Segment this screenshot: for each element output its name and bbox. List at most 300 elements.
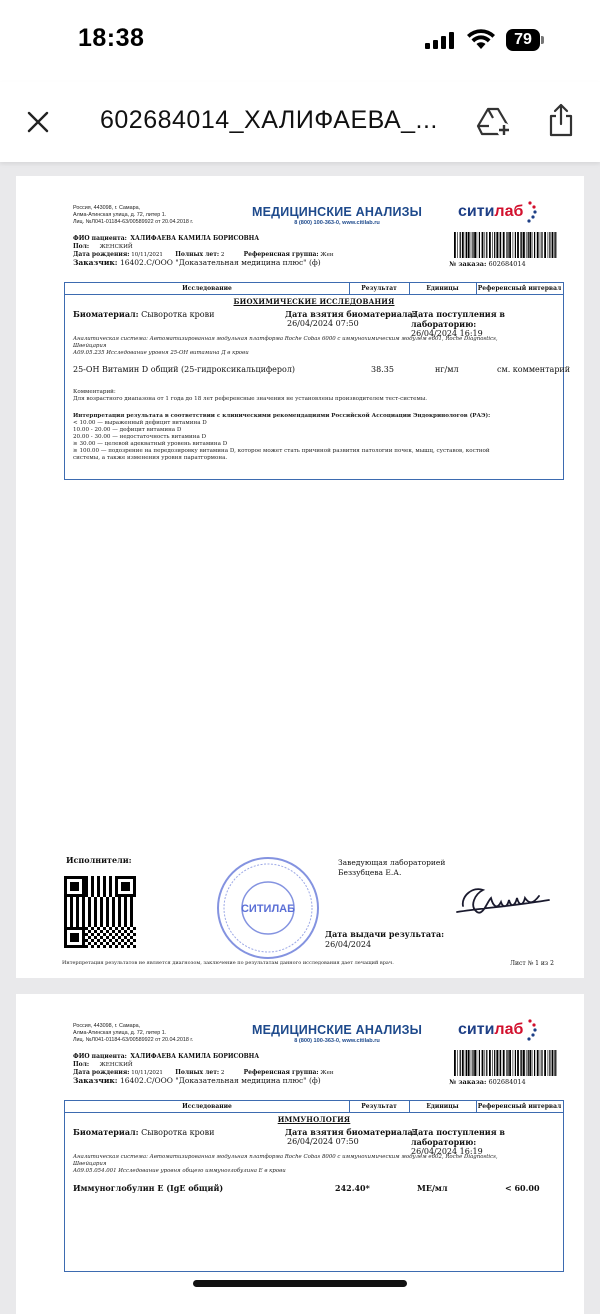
qr-module: [88, 924, 91, 927]
barcode: [454, 1050, 557, 1076]
qr-module: [100, 909, 103, 912]
qr-module: [70, 906, 73, 909]
barcode-bar: [492, 232, 493, 258]
qr-module: [76, 906, 79, 909]
qr-module: [94, 909, 97, 912]
barcode-bar: [534, 232, 535, 258]
qr-module: [76, 933, 79, 936]
barcode-bar: [494, 232, 495, 258]
qr-module: [100, 924, 103, 927]
qr-module: [91, 939, 94, 942]
qr-module: [85, 885, 88, 888]
qr-module: [112, 903, 115, 906]
qr-module: [118, 918, 121, 921]
barcode-bar: [486, 1050, 487, 1076]
qr-module: [118, 912, 121, 915]
qr-module: [70, 912, 73, 915]
qr-module: [76, 903, 79, 906]
qr-module: [70, 894, 73, 897]
customer-line: Заказчик: 16402.С/ООО "Доказательная медицина плюс" (ф): [73, 1076, 321, 1085]
qr-module: [112, 897, 115, 900]
qr-module: [64, 915, 67, 918]
qr-module: [64, 912, 67, 915]
barcode-bar: [521, 232, 522, 258]
barcode-bar: [513, 232, 514, 258]
qr-module: [85, 882, 88, 885]
qr-module: [85, 876, 88, 879]
qr-module: [124, 897, 127, 900]
add-to-drive-icon[interactable]: [476, 106, 512, 138]
barcode-bar: [503, 1050, 505, 1076]
qr-module: [124, 942, 127, 945]
barcode-bar: [477, 1050, 478, 1076]
qr-module: [70, 885, 73, 888]
comment: Комментарий: Для возрастного диапазона от 1 года до 18 лет референсные значения не установлены производителем тест-системы.: [73, 389, 428, 402]
qr-module: [73, 888, 76, 891]
qr-module: [130, 921, 133, 924]
qr-module: [103, 891, 106, 894]
qr-module: [130, 894, 133, 897]
qr-module: [130, 912, 133, 915]
table-header: Исследование Результат Единицы Референсный интервал: [65, 283, 563, 295]
barcode-bar: [541, 1050, 542, 1076]
qr-module: [73, 945, 76, 948]
qr-module: [79, 894, 82, 897]
qr-module: [70, 915, 73, 918]
qr-module: [94, 915, 97, 918]
date-taken: Дата взятия биоматериала: 26/04/2024 07:50: [285, 309, 416, 328]
barcode-bar: [462, 1050, 464, 1076]
qr-module: [115, 945, 118, 948]
close-icon[interactable]: [24, 108, 52, 136]
qr-module: [88, 912, 91, 915]
barcode-bar: [540, 232, 541, 258]
qr-module: [91, 891, 94, 894]
qr-module: [115, 888, 118, 891]
order-number: № заказа: 602684014: [449, 1078, 526, 1086]
qr-module: [100, 906, 103, 909]
qr-module: [124, 876, 127, 879]
qr-module: [85, 933, 88, 936]
qr-module: [121, 888, 124, 891]
brand-block: [252, 1023, 422, 1044]
qr-module: [115, 885, 118, 888]
qr-module: [70, 903, 73, 906]
results-table: Исследование Результат Единицы Референсный интервал БИОХИМИЧЕСКИЕ ИССЛЕДОВАНИЯ Биоматериал: Сыворотка крови Дата взятия биоматериала: 26/04/2024 07:50 Дата поступления в лабораторию: 26/04/2024 16:19 Аналитическая система: Автоматизированная модульная платформа Roche Cobas 6000 с иммунохимическим модулем e601, Roche Diagnostics, Швейцария А09.05.235 Исследование уровня 25-ОН витамина Д в крови 25-ОН Витамин D общий (25-гидроксикальциферол) 38.35 нг/мл см. комментарий Комментарий: Для возрастного диапазона от 1 года до 18 лет референсные значения не установлены производителем тест-системы. Интерпретация результата в соответствии с клиническими рекомендациями Российской Ассоциации Эндокринологов (РАЭ): < 10.00 — выраженный дефицит витамина D 10.00 - 20.00 — дефицит витамина D 20.00 - 30.00 — недостаточность витамина D ≥ 30.00 — целевой адекватный уровень витамина D ≥ 100.00 — подозрение на передозировку витамина D, которое может стать причиной развития патологии почек, мышц, суставов, костной системы, а также изменения уровня паратгормона.: [64, 282, 564, 480]
logo-dots-icon: [524, 200, 538, 224]
qr-module: [124, 918, 127, 921]
document-title: 602684014_ХАЛИФАЕВА_...: [100, 106, 438, 134]
qr-module: [91, 885, 94, 888]
document-page-2[interactable]: [16, 994, 584, 1314]
qr-module: [124, 885, 127, 888]
stamp-logo: СИТИЛАБ: [240, 903, 296, 915]
qr-module: [133, 894, 136, 897]
barcode-bar: [468, 232, 470, 258]
qr-module: [82, 891, 85, 894]
barcode-bar: [507, 232, 508, 258]
barcode-bar: [515, 1050, 516, 1076]
home-indicator[interactable]: [193, 1280, 407, 1287]
qr-module: [133, 876, 136, 879]
qr-module: [82, 912, 85, 915]
qr-module: [106, 936, 109, 939]
qr-code: [64, 876, 136, 948]
barcode-bar: [466, 232, 467, 258]
qr-module: [64, 933, 67, 936]
qr-module: [85, 888, 88, 891]
barcode-bar: [526, 1050, 527, 1076]
qr-module: [121, 927, 124, 930]
qr-module: [130, 903, 133, 906]
qr-module: [112, 900, 115, 903]
results-table: Исследование Результат Единицы Референсный интервал ИММУНОЛОГИЯ Биоматериал: Сыворотка крови Дата взятия биоматериала: 26/04/2024 07:50 Дата поступления в лабораторию: 26/04/2024 16:19 Аналитическая система: Автоматизированная модульная платформа Roche Cobas 8000 с иммунохимическим модулем e602, Roche Diagnostics, Швейцария А09.05.054.001 Исследование уровня общего иммуноглобулина Е в крови Иммуноглобулин Е (IgE общий) 242.40* МЕ/мл < 60.00: [64, 1100, 564, 1272]
barcode-bar: [468, 1050, 470, 1076]
qr-module: [76, 909, 79, 912]
qr-module: [121, 939, 124, 942]
qr-module: [73, 876, 76, 879]
footer-note: Интерпретация результатов не является диагнозом, заключение по результатам данного исследования дает лечащий врач.: [62, 960, 394, 966]
customer-line: Заказчик: 16402.С/ООО "Доказательная медицина плюс" (ф): [73, 258, 321, 267]
barcode-bar: [506, 232, 507, 258]
qr-module: [124, 915, 127, 918]
qr-module: [79, 927, 82, 930]
qr-module: [97, 876, 100, 879]
qr-module: [82, 921, 85, 924]
qr-module: [118, 909, 121, 912]
qr-module: [73, 894, 76, 897]
qr-module: [115, 927, 118, 930]
qr-module: [94, 906, 97, 909]
qr-module: [88, 936, 91, 939]
qr-module: [76, 939, 79, 942]
qr-module: [85, 879, 88, 882]
qr-module: [76, 945, 79, 948]
qr-module: [100, 918, 103, 921]
qr-module: [130, 936, 133, 939]
barcode-bar: [485, 1050, 486, 1076]
barcode-bar: [471, 1050, 472, 1076]
qr-module: [70, 888, 73, 891]
qr-module: [115, 939, 118, 942]
qr-module: [112, 906, 115, 909]
qr-module: [82, 939, 85, 942]
qr-module: [88, 903, 91, 906]
qr-module: [91, 894, 94, 897]
qr-module: [106, 915, 109, 918]
qr-module: [109, 882, 112, 885]
qr-module: [82, 930, 85, 933]
barcode-bar: [465, 232, 466, 258]
qr-module: [73, 939, 76, 942]
barcode-bar: [479, 232, 480, 258]
qr-module: [82, 927, 85, 930]
citilab-logo: ситилаб: [458, 203, 524, 220]
qr-module: [121, 945, 124, 948]
qr-module: [67, 876, 70, 879]
qr-module: [112, 909, 115, 912]
qr-module: [106, 942, 109, 945]
battery-tip: [541, 36, 544, 44]
qr-module: [118, 894, 121, 897]
qr-module: [64, 927, 67, 930]
qr-module: [97, 888, 100, 891]
qr-module: [70, 927, 73, 930]
qr-module: [133, 939, 136, 942]
qr-module: [112, 918, 115, 921]
barcode-bar: [528, 232, 529, 258]
brand-phone: 8 (800) 100-363-0, www.citilab.ru: [294, 1038, 380, 1044]
barcode-bar: [499, 232, 500, 258]
biomaterial: Биоматериал: Сыворотка крови: [73, 309, 215, 319]
barcode-bar: [465, 1050, 466, 1076]
qr-module: [88, 897, 91, 900]
qr-module: [85, 939, 88, 942]
barcode-bar: [489, 1050, 491, 1076]
qr-module: [64, 921, 67, 924]
barcode-bar: [472, 1050, 473, 1076]
qr-module: [70, 876, 73, 879]
barcode-bar: [540, 1050, 541, 1076]
qr-module: [124, 930, 127, 933]
qr-module: [82, 945, 85, 948]
qr-module: [106, 924, 109, 927]
barcode-bar: [523, 1050, 525, 1076]
qr-module: [103, 882, 106, 885]
qr-module: [124, 921, 127, 924]
qr-module: [88, 906, 91, 909]
qr-module: [103, 933, 106, 936]
barcode-bar: [482, 232, 484, 258]
qr-module: [106, 921, 109, 924]
qr-module: [121, 882, 124, 885]
barcode-bar: [485, 232, 486, 258]
barcode-bar: [489, 232, 491, 258]
qr-module: [103, 927, 106, 930]
lab-stamp: [216, 856, 320, 960]
qr-module: [70, 909, 73, 912]
qr-module: [133, 891, 136, 894]
qr-module: [67, 927, 70, 930]
barcode-bar: [549, 232, 550, 258]
qr-module: [82, 942, 85, 945]
qr-module: [133, 933, 136, 936]
qr-module: [130, 900, 133, 903]
qr-module: [115, 891, 118, 894]
sheet-number: Лист № 1 из 2: [510, 960, 554, 967]
qr-module: [82, 906, 85, 909]
barcode-bar: [492, 1050, 493, 1076]
qr-module: [94, 918, 97, 921]
qr-module: [106, 912, 109, 915]
qr-module: [64, 936, 67, 939]
qr-module: [109, 933, 112, 936]
qr-module: [73, 882, 76, 885]
qr-module: [127, 885, 130, 888]
barcode: [454, 232, 557, 258]
qr-module: [70, 924, 73, 927]
qr-module: [82, 918, 85, 921]
date-received: Дата поступления в лабораторию: 26/04/2024 16:19: [411, 1127, 505, 1156]
barcode-bar: [544, 1050, 546, 1076]
cellular-signal-icon: [425, 31, 455, 49]
qr-module: [109, 891, 112, 894]
qr-module: [130, 909, 133, 912]
qr-module: [79, 945, 82, 948]
analytical-system: Аналитическая система: Автоматизированная модульная платформа Roche Cobas 6000 с иммунохимическим модулем e601, Roche Diagnostics, Швейцария А09.05.235 Исследование уровня 25-ОН витамина Д в крови: [73, 336, 498, 356]
barcode-bar: [537, 232, 539, 258]
qr-module: [124, 888, 127, 891]
qr-module: [88, 930, 91, 933]
lab-address: Россия, 443098, г. Самара, Алма-Атинская улица, д. 72, литер 1. Лиц. №Л041-01184-63/00589922 от 20.04.2018 г.: [73, 205, 194, 225]
barcode-bar: [532, 232, 533, 258]
qr-module: [133, 885, 136, 888]
barcode-bar: [503, 232, 505, 258]
qr-module: [64, 930, 67, 933]
qr-module: [124, 924, 127, 927]
qr-module: [64, 885, 67, 888]
qr-module: [115, 879, 118, 882]
qr-module: [88, 942, 91, 945]
qr-module: [73, 933, 76, 936]
barcode-bar: [462, 232, 464, 258]
battery-icon: 79: [506, 29, 540, 51]
qr-module: [67, 894, 70, 897]
qr-module: [106, 897, 109, 900]
qr-module: [97, 885, 100, 888]
qr-module: [82, 894, 85, 897]
qr-module: [121, 894, 124, 897]
qr-module: [91, 945, 94, 948]
barcode-bar: [544, 232, 546, 258]
qr-module: [106, 918, 109, 921]
barcode-bar: [457, 1050, 458, 1076]
qr-module: [64, 900, 67, 903]
brand-block: [252, 205, 422, 226]
qr-module: [94, 897, 97, 900]
qr-module: [64, 903, 67, 906]
qr-module: [127, 939, 130, 942]
barcode-bar: [454, 232, 456, 258]
qr-module: [112, 942, 115, 945]
qr-module: [76, 936, 79, 939]
qr-module: [121, 933, 124, 936]
qr-module: [82, 897, 85, 900]
barcode-bar: [509, 1050, 511, 1076]
table-header: Исследование Результат Единицы Референсный интервал: [65, 1101, 563, 1113]
qr-module: [82, 888, 85, 891]
qr-module: [70, 900, 73, 903]
qr-module: [64, 888, 67, 891]
brand-phone: 8 (800) 100-363-0, www.citilab.ru: [294, 220, 380, 226]
barcode-bar: [534, 1050, 535, 1076]
barcode-bar: [554, 1050, 555, 1076]
qr-module: [70, 939, 73, 942]
barcode-bar: [472, 232, 473, 258]
qr-module: [82, 879, 85, 882]
qr-module: [121, 885, 124, 888]
qr-module: [79, 876, 82, 879]
qr-module: [64, 942, 67, 945]
qr-module: [109, 945, 112, 948]
qr-module: [124, 912, 127, 915]
barcode-bar: [460, 1050, 461, 1076]
qr-module: [73, 936, 76, 939]
qr-module: [118, 915, 121, 918]
qr-module: [82, 915, 85, 918]
qr-module: [82, 933, 85, 936]
qr-module: [76, 918, 79, 921]
document-page-1[interactable]: [16, 176, 584, 978]
barcode-bar: [526, 232, 527, 258]
lab-address: Россия, 443098, г. Самара, Алма-Атинская улица, д. 72, литер 1. Лиц. №Л041-01184-63/00589922 от 20.04.2018 г.: [73, 1023, 194, 1043]
qr-module: [82, 909, 85, 912]
qr-module: [94, 930, 97, 933]
qr-module: [97, 894, 100, 897]
qr-module: [97, 945, 100, 948]
qr-module: [76, 882, 79, 885]
barcode-bar: [482, 1050, 484, 1076]
barcode-bar: [554, 232, 555, 258]
barcode-bar: [477, 232, 478, 258]
share-icon[interactable]: [546, 102, 576, 138]
brand-title: МЕДИЦИНСКИЕ АНАЛИЗЫ: [252, 1023, 423, 1037]
qr-module: [76, 897, 79, 900]
section-title: БИОХИМИЧЕСКИЕ ИССЛЕДОВАНИЯ: [233, 297, 395, 306]
barcode-bar: [529, 1050, 531, 1076]
barcode-bar: [466, 1050, 467, 1076]
qr-module: [130, 924, 133, 927]
qr-module: [70, 918, 73, 921]
qr-module: [124, 906, 127, 909]
qr-module: [76, 912, 79, 915]
qr-module: [73, 927, 76, 930]
qr-module: [91, 888, 94, 891]
qr-module: [94, 921, 97, 924]
qr-module: [64, 918, 67, 921]
qr-module: [115, 882, 118, 885]
qr-module: [118, 900, 121, 903]
qr-module: [109, 939, 112, 942]
qr-module: [64, 882, 67, 885]
qr-module: [133, 882, 136, 885]
qr-module: [85, 927, 88, 930]
logo-dots-icon: [524, 1018, 538, 1042]
head-of-lab: Заведующая лабораторией Беззубцева Е.А.: [338, 858, 446, 877]
barcode-bar: [552, 1050, 554, 1076]
wifi-icon: [466, 28, 496, 50]
barcode-bar: [548, 1050, 549, 1076]
barcode-bar: [532, 1050, 533, 1076]
barcode-bar: [555, 1050, 556, 1076]
qr-module: [127, 894, 130, 897]
barcode-bar: [555, 232, 556, 258]
qr-module: [124, 909, 127, 912]
qr-module: [118, 897, 121, 900]
qr-module: [118, 876, 121, 879]
qr-module: [109, 879, 112, 882]
qr-module: [103, 879, 106, 882]
qr-module: [103, 939, 106, 942]
qr-module: [130, 915, 133, 918]
barcode-bar: [500, 1050, 501, 1076]
qr-module: [100, 900, 103, 903]
brand-title: МЕДИЦИНСКИЕ АНАЛИЗЫ: [252, 205, 423, 219]
qr-module: [82, 936, 85, 939]
qr-module: [130, 942, 133, 945]
qr-module: [94, 903, 97, 906]
qr-module: [94, 924, 97, 927]
